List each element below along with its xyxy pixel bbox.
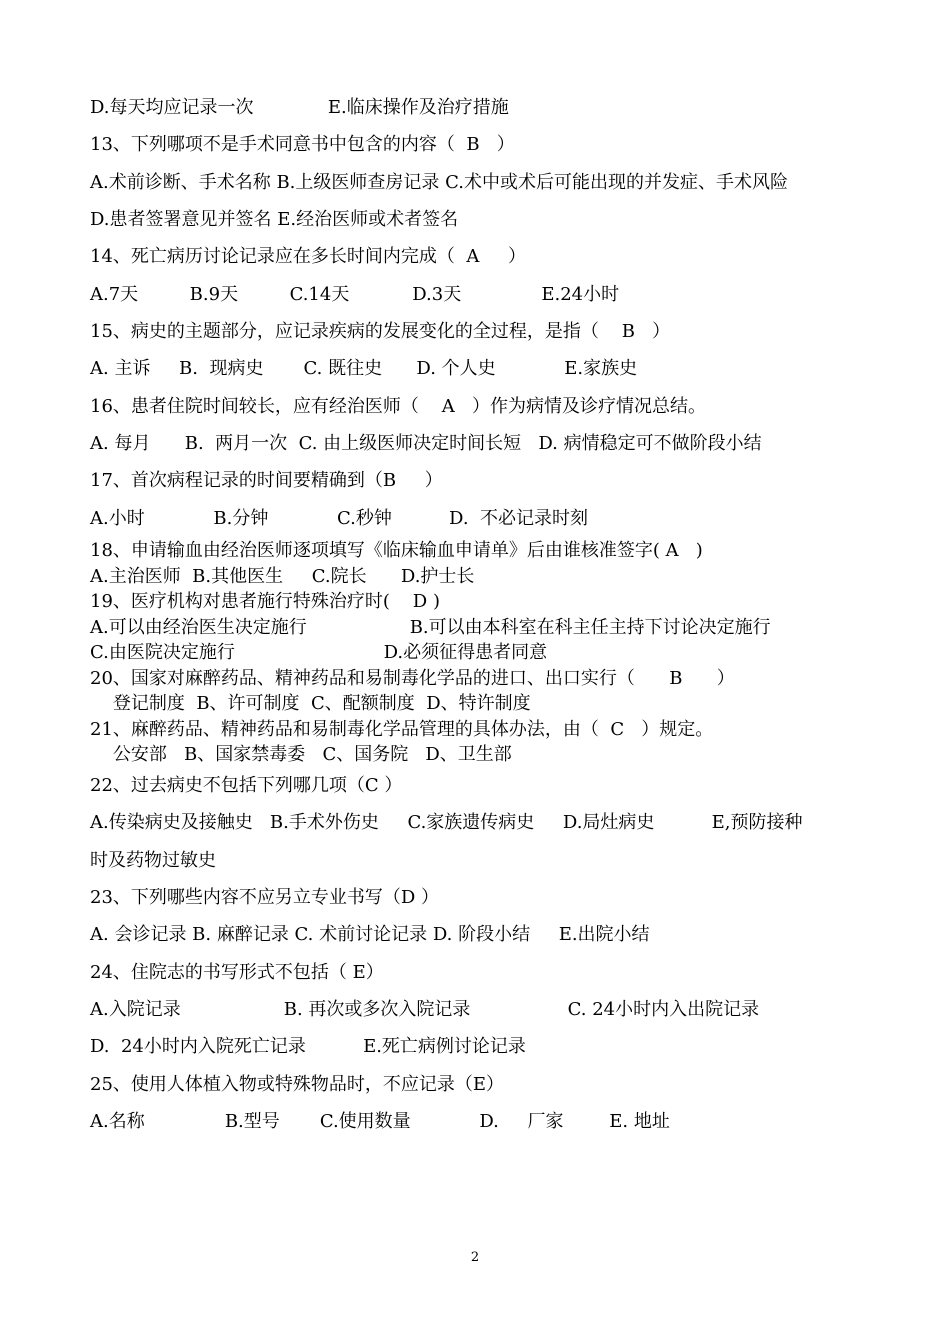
text-line: A.主治医师 B.其他医生 C.院长 D.护士长 xyxy=(90,566,475,587)
text-line: 登记制度 B、许可制度 C、配额制度 D、特许制度 xyxy=(90,693,531,714)
text-line: D.每天均应记录一次 E.临床操作及治疗措施 xyxy=(90,97,509,118)
question-21: 21、麻醉药品、精神药品和易制毒化学品管理的具体办法，由（ C ）规定。 xyxy=(90,719,714,740)
text-line: A.7天 B.9天 C.14天 D.3天 E.24小时 xyxy=(90,284,620,305)
question-15: 15、病史的主题部分，应记录疾病的发展变化的全过程，是指（ B ） xyxy=(90,321,671,342)
question-23: 23、下列哪些内容不应另立专业书写（D ） xyxy=(90,887,440,908)
text-line: A.小时 B.分钟 C.秒钟 D. 不必记录时刻 xyxy=(90,508,589,529)
text-line: A.名称 B.型号 C.使用数量 D. 厂家 E. 地址 xyxy=(90,1111,670,1132)
question-14: 14、死亡病历讨论记录应在多长时间内完成（ A ） xyxy=(90,246,526,267)
question-13: 13、下列哪项不是手术同意书中包含的内容（ B ） xyxy=(90,134,515,155)
text-line: 公安部 B、国家禁毒委 C、国务院 D、卫生部 xyxy=(90,744,512,765)
text-line: A.术前诊断、手术名称 B.上级医师查房记录 C.术中或术后可能出现的并发症、手术风险 xyxy=(90,172,788,193)
text-line: C.由医院决定施行 D.必须征得患者同意 xyxy=(90,642,548,663)
text-line: A.入院记录 B. 再次或多次入院记录 C. 24小时内入出院记录 xyxy=(90,999,760,1020)
question-20: 20、国家对麻醉药品、精神药品和易制毒化学品的进口、出口实行（ B ） xyxy=(90,668,735,689)
question-17: 17、首次病程记录的时间要精确到（B ） xyxy=(90,470,443,491)
question-18: 18、申请输血由经治医师逐项填写《临床输血申请单》后由谁核准签字( A ) xyxy=(90,540,703,561)
question-24: 24、住院志的书写形式不包括（ E） xyxy=(90,962,384,983)
text-line: D. 24小时内入院死亡记录 E.死亡病例讨论记录 xyxy=(90,1036,526,1057)
text-line: A. 每月 B. 两月一次 C. 由上级医师决定时间长短 D. 病情稳定可不做阶段小结 xyxy=(90,433,762,454)
question-22: 22、过去病史不包括下列哪几项（C ） xyxy=(90,775,403,796)
question-25: 25、使用人体植入物或特殊物品时，不应记录（E） xyxy=(90,1074,505,1095)
text-line: 时及药物过敏史 xyxy=(90,850,216,871)
text-line: A.可以由经治医生决定施行 B.可以由本科室在科主任主持下讨论决定施行 xyxy=(90,617,771,638)
question-19: 19、医疗机构对患者施行特殊治疗时( D ) xyxy=(90,591,440,612)
text-line: A.传染病史及接触史 B.手术外伤史 C.家族遗传病史 D.局灶病史 E,预防接种 xyxy=(90,812,803,833)
text-line: D.患者签署意见并签名 E.经治医师或术者签名 xyxy=(90,209,459,230)
text-line: A. 主诉 B. 现病史 C. 既往史 D. 个人史 E.家族史 xyxy=(90,358,638,379)
text-line: A. 会诊记录 B. 麻醉记录 C. 术前讨论记录 D. 阶段小结 E.出院小结 xyxy=(90,924,650,945)
page-number: 2 xyxy=(470,1250,480,1265)
question-16: 16、患者住院时间较长，应有经治医师（ A ）作为病情及诊疗情况总结。 xyxy=(90,396,706,417)
